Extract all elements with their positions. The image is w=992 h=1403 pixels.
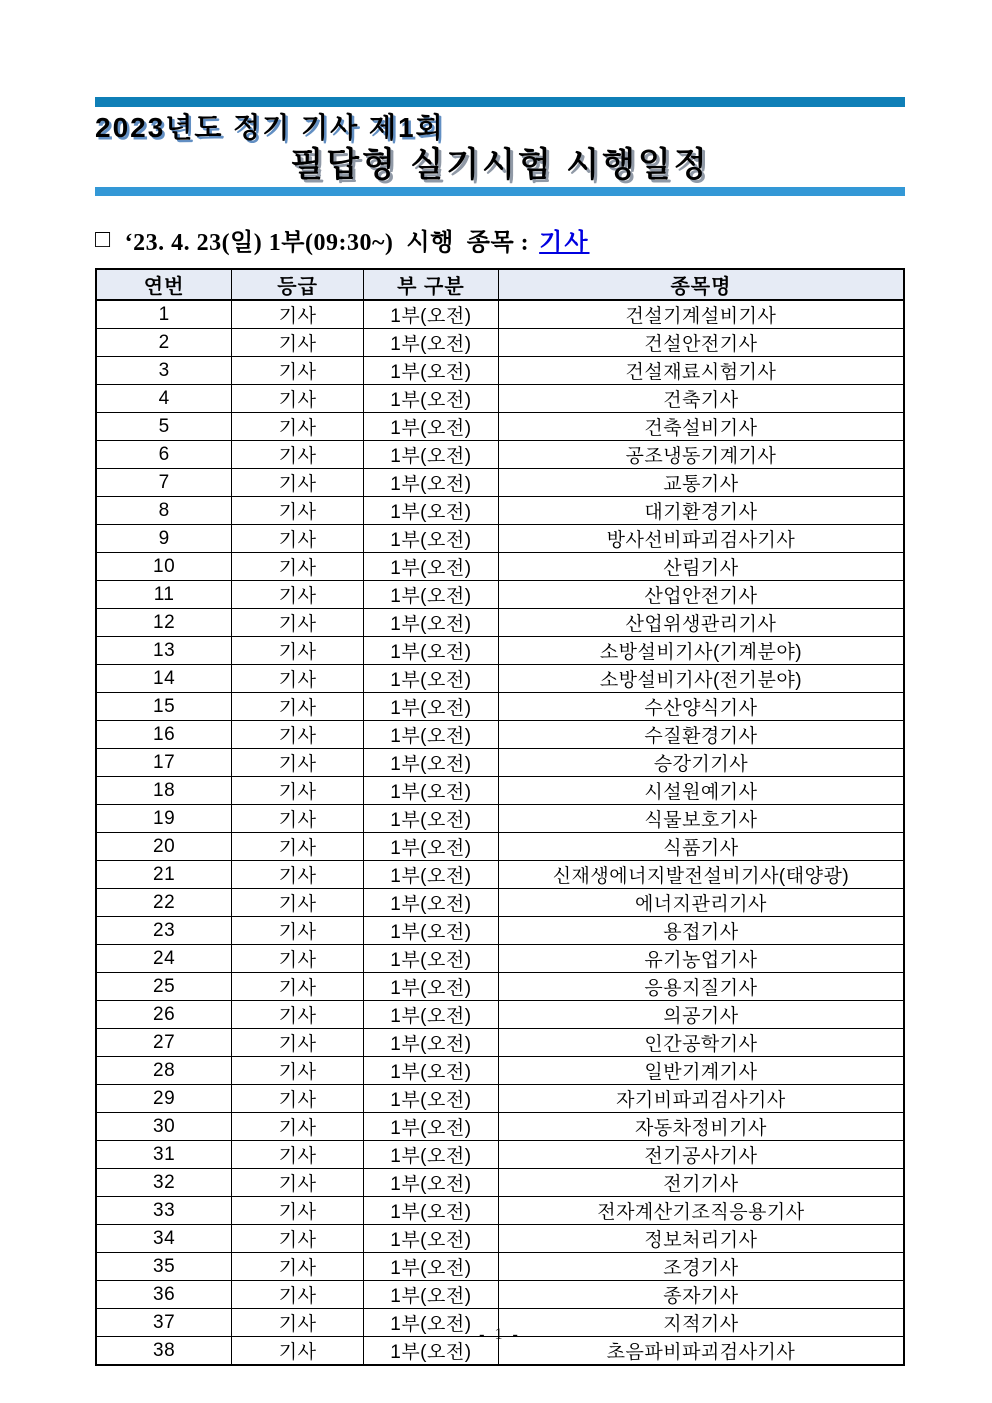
subject-cell: 유기농업기사 [498,945,904,973]
subject-cell: 방사선비파괴검사기사 [498,525,904,553]
subject-cell: 대기환경기사 [498,497,904,525]
session-cell: 1부(오전) [363,777,498,805]
title-top-rule [95,97,905,107]
session-cell: 1부(오전) [363,945,498,973]
schedule-date-text: ‘23. 4. 23(일) 1부(09:30~) 시행 종목 : [124,229,530,256]
row-no-cell: 2 [96,329,232,357]
table-row [96,413,904,441]
table-row [96,1281,904,1309]
row-no-cell: 11 [96,581,232,609]
subject-cell: 일반기계기사 [498,1057,904,1085]
table-row [96,1253,904,1281]
grade-cell: 기사 [232,413,364,441]
grade-cell: 기사 [232,1337,364,1366]
col-header-subject: 종목명 [498,269,904,300]
subject-cell: 전기공사기사 [498,1141,904,1169]
table-row [96,1197,904,1225]
grade-cell: 기사 [232,581,364,609]
row-no-cell: 15 [96,693,232,721]
session-cell: 1부(오전) [363,805,498,833]
subject-cell: 수질환경기사 [498,721,904,749]
grade-cell: 기사 [232,469,364,497]
table-row [96,300,904,329]
row-no-cell: 37 [96,1309,232,1337]
subject-cell: 수산양식기사 [498,693,904,721]
subject-cell: 건설재료시험기사 [498,357,904,385]
grade-cell: 기사 [232,497,364,525]
grade-cell: 기사 [232,973,364,1001]
table-row [96,357,904,385]
page-number: - 1 - [479,1326,521,1343]
subject-cell: 종자기사 [498,1281,904,1309]
table-row [96,1113,904,1141]
subject-cell: 소방설비기사(전기분야) [498,665,904,693]
session-cell: 1부(오전) [363,749,498,777]
session-cell: 1부(오전) [363,413,498,441]
grade-cell: 기사 [232,441,364,469]
row-no-cell: 14 [96,665,232,693]
session-cell: 1부(오전) [363,721,498,749]
session-cell: 1부(오전) [363,889,498,917]
session-cell: 1부(오전) [363,469,498,497]
table-row [96,1169,904,1197]
subject-cell: 지적기사 [498,1309,904,1337]
subject-cell: 에너지관리기사 [498,889,904,917]
grade-cell: 기사 [232,300,364,329]
grade-cell: 기사 [232,1001,364,1029]
session-cell: 1부(오전) [363,861,498,889]
session-cell: 1부(오전) [363,1337,498,1366]
row-no-cell: 35 [96,1253,232,1281]
grade-cell: 기사 [232,861,364,889]
session-cell: 1부(오전) [363,1253,498,1281]
subject-cell: 건설기계설비기사 [498,300,904,329]
grade-cell: 기사 [232,385,364,413]
session-cell: 1부(오전) [363,1169,498,1197]
grade-cell: 기사 [232,1197,364,1225]
title-bottom-rule [95,187,905,196]
table-row [96,665,904,693]
row-no-cell: 18 [96,777,232,805]
subject-cell: 자동차정비기사 [498,1113,904,1141]
table-row [96,525,904,553]
table-header-row [96,269,904,300]
table-row [96,441,904,469]
session-cell: 1부(오전) [363,300,498,329]
table-row [96,497,904,525]
table-row [96,1225,904,1253]
row-no-cell: 10 [96,553,232,581]
row-no-cell: 23 [96,917,232,945]
subject-cell: 인간공학기사 [498,1029,904,1057]
table-row [96,777,904,805]
row-no-cell: 28 [96,1057,232,1085]
row-no-cell: 7 [96,469,232,497]
session-cell: 1부(오전) [363,973,498,1001]
document-title-line1: 2023년도 정기 기사 제1회 [95,112,445,143]
session-cell: 1부(오전) [363,525,498,553]
row-no-cell: 29 [96,1085,232,1113]
session-cell: 1부(오전) [363,1001,498,1029]
document-title-line2: 필답형 실기시험 시행일정 [290,146,710,184]
session-cell: 1부(오전) [363,441,498,469]
subject-cell: 신재생에너지발전설비기사(태양광) [498,861,904,889]
grade-cell: 기사 [232,609,364,637]
table-row [96,385,904,413]
row-no-cell: 20 [96,833,232,861]
row-no-cell: 17 [96,749,232,777]
schedule-line [95,223,905,255]
table-row [96,917,904,945]
table-row [96,1141,904,1169]
session-cell: 1부(오전) [363,1057,498,1085]
col-header-grade: 등급 [232,269,364,300]
session-cell: 1부(오전) [363,385,498,413]
table-row [96,553,904,581]
subject-cell: 승강기기사 [498,749,904,777]
subject-cell: 전자계산기조직응용기사 [498,1197,904,1225]
session-cell: 1부(오전) [363,693,498,721]
session-cell: 1부(오전) [363,497,498,525]
session-cell: 1부(오전) [363,609,498,637]
subject-cell: 산업위생관리기사 [498,609,904,637]
subject-cell: 교통기사 [498,469,904,497]
grade-cell: 기사 [232,357,364,385]
session-cell: 1부(오전) [363,665,498,693]
table-row [96,329,904,357]
grade-cell: 기사 [232,1141,364,1169]
row-no-cell: 3 [96,357,232,385]
grade-cell: 기사 [232,1169,364,1197]
row-no-cell: 6 [96,441,232,469]
table-row [96,805,904,833]
subject-cell: 소방설비기사(기계분야) [498,637,904,665]
subject-cell: 의공기사 [498,1001,904,1029]
row-no-cell: 4 [96,385,232,413]
table-row [96,945,904,973]
session-cell: 1부(오전) [363,1309,498,1337]
session-cell: 1부(오전) [363,357,498,385]
session-cell: 1부(오전) [363,1113,498,1141]
col-header-session: 부 구분 [363,269,498,300]
subject-link[interactable]: 기사 [539,229,590,256]
grade-cell: 기사 [232,553,364,581]
session-cell: 1부(오전) [363,1029,498,1057]
session-cell: 1부(오전) [363,581,498,609]
grade-cell: 기사 [232,777,364,805]
row-no-cell: 27 [96,1029,232,1057]
table-row [96,469,904,497]
table-row [96,637,904,665]
session-cell: 1부(오전) [363,1197,498,1225]
session-cell: 1부(오전) [363,329,498,357]
row-no-cell: 19 [96,805,232,833]
row-no-cell: 22 [96,889,232,917]
session-cell: 1부(오전) [363,917,498,945]
grade-cell: 기사 [232,749,364,777]
table-row [96,581,904,609]
grade-cell: 기사 [232,833,364,861]
subject-cell: 식물보호기사 [498,805,904,833]
subject-cell: 시설원예기사 [498,777,904,805]
grade-cell: 기사 [232,637,364,665]
subject-cell: 식품기사 [498,833,904,861]
schedule-table [95,268,905,1366]
subject-cell: 건설안전기사 [498,329,904,357]
table-row [96,973,904,1001]
session-cell: 1부(오전) [363,637,498,665]
subject-cell: 용접기사 [498,917,904,945]
row-no-cell: 25 [96,973,232,1001]
grade-cell: 기사 [232,805,364,833]
grade-cell: 기사 [232,525,364,553]
row-no-cell: 13 [96,637,232,665]
session-cell: 1부(오전) [363,1141,498,1169]
row-no-cell: 33 [96,1197,232,1225]
grade-cell: 기사 [232,1253,364,1281]
grade-cell: 기사 [232,665,364,693]
row-no-cell: 16 [96,721,232,749]
row-no-cell: 24 [96,945,232,973]
table-row [96,693,904,721]
subject-cell: 공조냉동기계기사 [498,441,904,469]
grade-cell: 기사 [232,945,364,973]
subject-cell: 산업안전기사 [498,581,904,609]
grade-cell: 기사 [232,1225,364,1253]
table-row [96,889,904,917]
subject-cell: 조경기사 [498,1253,904,1281]
table-row [96,1057,904,1085]
row-no-cell: 5 [96,413,232,441]
subject-cell: 전기기사 [498,1169,904,1197]
grade-cell: 기사 [232,1281,364,1309]
grade-cell: 기사 [232,721,364,749]
table-row [96,1001,904,1029]
table-row [96,833,904,861]
row-no-cell: 31 [96,1141,232,1169]
row-no-cell: 1 [96,300,232,329]
subject-cell: 초음파비파괴검사기사 [498,1337,904,1366]
checkbox-icon: □ [95,225,111,253]
table-row [96,609,904,637]
grade-cell: 기사 [232,693,364,721]
col-header-no: 연번 [96,269,232,300]
session-cell: 1부(오전) [363,1281,498,1309]
row-no-cell: 36 [96,1281,232,1309]
subject-cell: 응용지질기사 [498,973,904,1001]
row-no-cell: 12 [96,609,232,637]
subject-cell: 산림기사 [498,553,904,581]
table-row [96,861,904,889]
table-row [96,1029,904,1057]
row-no-cell: 32 [96,1169,232,1197]
subject-cell: 건축설비기사 [498,413,904,441]
table-row [96,1085,904,1113]
grade-cell: 기사 [232,889,364,917]
grade-cell: 기사 [232,1057,364,1085]
row-no-cell: 9 [96,525,232,553]
grade-cell: 기사 [232,1085,364,1113]
session-cell: 1부(오전) [363,833,498,861]
table-row [96,721,904,749]
subject-cell: 자기비파괴검사기사 [498,1085,904,1113]
grade-cell: 기사 [232,917,364,945]
grade-cell: 기사 [232,1029,364,1057]
grade-cell: 기사 [232,1113,364,1141]
subject-cell: 정보처리기사 [498,1225,904,1253]
row-no-cell: 38 [96,1337,232,1366]
row-no-cell: 21 [96,861,232,889]
row-no-cell: 30 [96,1113,232,1141]
subject-cell: 건축기사 [498,385,904,413]
table-row [96,749,904,777]
row-no-cell: 26 [96,1001,232,1029]
grade-cell: 기사 [232,329,364,357]
row-no-cell: 8 [96,497,232,525]
session-cell: 1부(오전) [363,1085,498,1113]
session-cell: 1부(오전) [363,553,498,581]
session-cell: 1부(오전) [363,1225,498,1253]
row-no-cell: 34 [96,1225,232,1253]
grade-cell: 기사 [232,1309,364,1337]
